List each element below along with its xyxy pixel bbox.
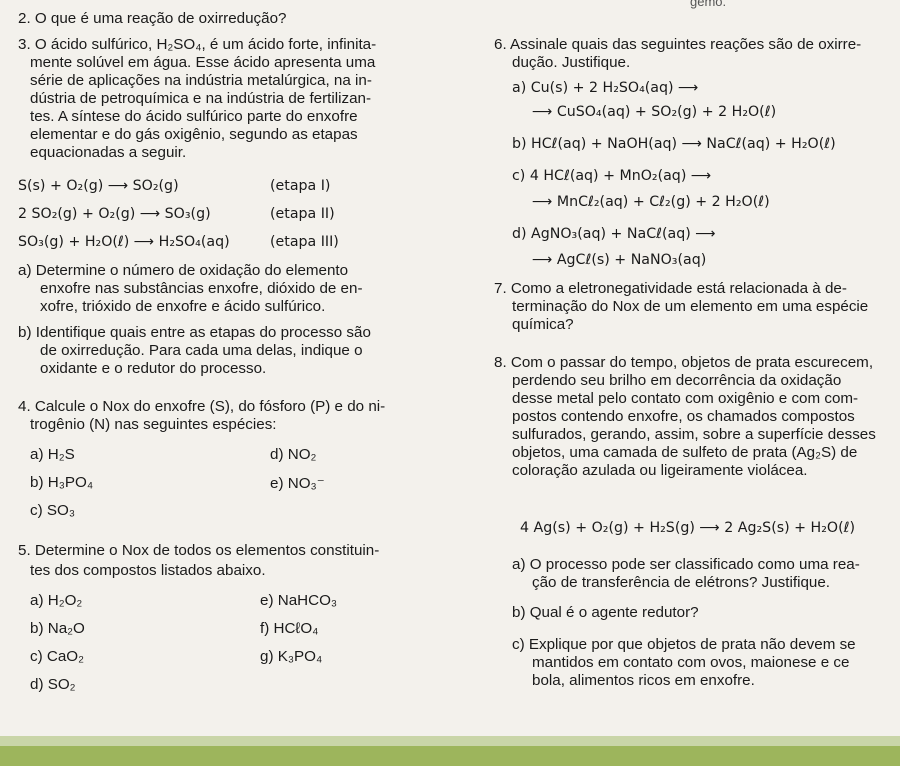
q3a-line: xofre, trióxido de enxofre e ácido sulfúrico. (40, 298, 326, 315)
cut-off-text: gemo. (690, 0, 727, 9)
q8-line: desse metal pelo contato com oxigênio e com com- (512, 390, 859, 407)
q8b: b) Qual é o agente redutor? (512, 604, 699, 621)
q7-line: terminação do Nox de um elemento em uma espécie (512, 298, 869, 315)
q5-item-b: b) Na₂O (30, 620, 85, 637)
q5-line: 5. Determine o Nox de todos os elementos constituin- (18, 542, 380, 559)
q5-item-f: f) HCℓO₄ (260, 620, 319, 637)
q6-item-d-line1: d) AgNO₃(aq) + NaCℓ(aq) ⟶ (512, 226, 716, 242)
q3b-line: oxidante e o redutor do processo. (40, 360, 267, 377)
q6-item-b: b) HCℓ(aq) + NaOH(aq) ⟶ NaCℓ(aq) + H₂O(ℓ) (512, 136, 836, 152)
q3-line: dústria de petroquímica e na indústria de fertilizan- (30, 90, 372, 107)
q3-line: série de aplicações na indústria metalúrgica, na in- (30, 72, 372, 89)
q4-line: trogênio (N) nas seguintes espécies: (30, 416, 277, 433)
q3b-line: de oxirredução. Para cada uma delas, indique o (40, 342, 363, 359)
step-2-label: (etapa II) (270, 206, 335, 222)
q8-line: perdendo seu brilho em decorrência da oxidação (512, 372, 842, 389)
q5-item-g: g) K₃PO₄ (260, 648, 323, 665)
q8c-line: bola, alimentos ricos em enxofre. (532, 672, 755, 689)
q8-equation: 4 Ag(s) + O₂(g) + H₂S(g) ⟶ 2 Ag₂S(s) + H₂O(ℓ) (520, 520, 856, 536)
q3-line: mente solúvel em água. Esse ácido apresenta uma (30, 54, 376, 71)
q5-item-a: a) H₂O₂ (30, 592, 83, 609)
step-1-label: (etapa I) (270, 178, 331, 194)
q6-item-c-line1: c) 4 HCℓ(aq) + MnO₂(aq) ⟶ (512, 168, 712, 184)
q5-item-e: e) NaHCO₃ (260, 592, 338, 609)
q8-line: coloração azulada ou ligeiramente violácea. (512, 462, 808, 479)
q5-item-c: c) CaO₂ (30, 648, 84, 665)
q7-line: química? (512, 316, 574, 333)
q8a-line: ção de transferência de elétrons? Justifique. (532, 574, 831, 591)
q8-line: sulfurados, gerando, assim, sobre a superfície desses (512, 426, 876, 443)
q3-line: elementar e do gás oxigênio, segundo as etapas (30, 126, 358, 143)
q6-item-c-line2: ⟶ MnCℓ₂(aq) + Cℓ₂(g) + 2 H₂O(ℓ) (532, 194, 770, 210)
q7-line: 7. Como a eletronegatividade está relacionada à de- (494, 280, 847, 297)
q4-item-e: e) NO₃⁻ (270, 475, 325, 492)
question-2: 2. O que é uma reação de oxirredução? (18, 10, 287, 27)
q4-item-d: d) NO₂ (270, 446, 317, 463)
q3-line: 3. O ácido sulfúrico, H₂SO₄, é um ácido forte, infinita- (18, 36, 377, 53)
q4-line: 4. Calcule o Nox do enxofre (S), do fósforo (P) e do ni- (18, 398, 386, 415)
footer-stripe-light (0, 736, 900, 746)
q6-item-d-line2: ⟶ AgCℓ(s) + NaNO₃(aq) (532, 252, 707, 268)
step-1-equation: S(s) + O₂(g) ⟶ SO₂(g) (18, 178, 179, 194)
q8c-line: c) Explique por que objetos de prata não devem se (512, 636, 856, 653)
q8-line: objetos, uma camada de sulfeto de prata (Ag₂S) de (512, 444, 858, 461)
q3b-line: b) Identifique quais entre as etapas do processo são (18, 324, 371, 341)
q6-line: 6. Assinale quais das seguintes reações são de oxirre- (494, 36, 862, 53)
q8-line: postos contendo enxofre, os chamados compostos (512, 408, 855, 425)
step-2-equation: 2 SO₂(g) + O₂(g) ⟶ SO₃(g) (18, 206, 211, 222)
q8a-line: a) O processo pode ser classificado como uma rea- (512, 556, 860, 573)
q5-line: tes dos compostos listados abaixo. (30, 562, 266, 579)
footer-stripe-dark (0, 746, 900, 766)
q3a-line: a) Determine o número de oxidação do elemento (18, 262, 349, 279)
q4-item-c: c) SO₃ (30, 502, 75, 519)
step-3-label: (etapa III) (270, 234, 339, 250)
q3-line: equacionadas a seguir. (30, 144, 187, 161)
q6-line: dução. Justifique. (512, 54, 631, 71)
q4-item-b: b) H₃PO₄ (30, 474, 94, 491)
step-3-equation: SO₃(g) + H₂O(ℓ) ⟶ H₂SO₄(aq) (18, 234, 230, 250)
q5-item-d: d) SO₂ (30, 676, 76, 693)
q3a-line: enxofre nas substâncias enxofre, dióxido de en- (40, 280, 363, 297)
q8c-line: mantidos em contato com ovos, maionese e ce (532, 654, 850, 671)
q4-item-a: a) H₂S (30, 446, 75, 463)
q8-line: 8. Com o passar do tempo, objetos de prata escurecem, (494, 354, 874, 371)
q3-line: tes. A síntese do ácido sulfúrico parte do enxofre (30, 108, 358, 125)
q6-item-a-line2: ⟶ CuSO₄(aq) + SO₂(g) + 2 H₂O(ℓ) (532, 104, 777, 120)
q6-item-a-line1: a) Cu(s) + 2 H₂SO₄(aq) ⟶ (512, 80, 699, 96)
